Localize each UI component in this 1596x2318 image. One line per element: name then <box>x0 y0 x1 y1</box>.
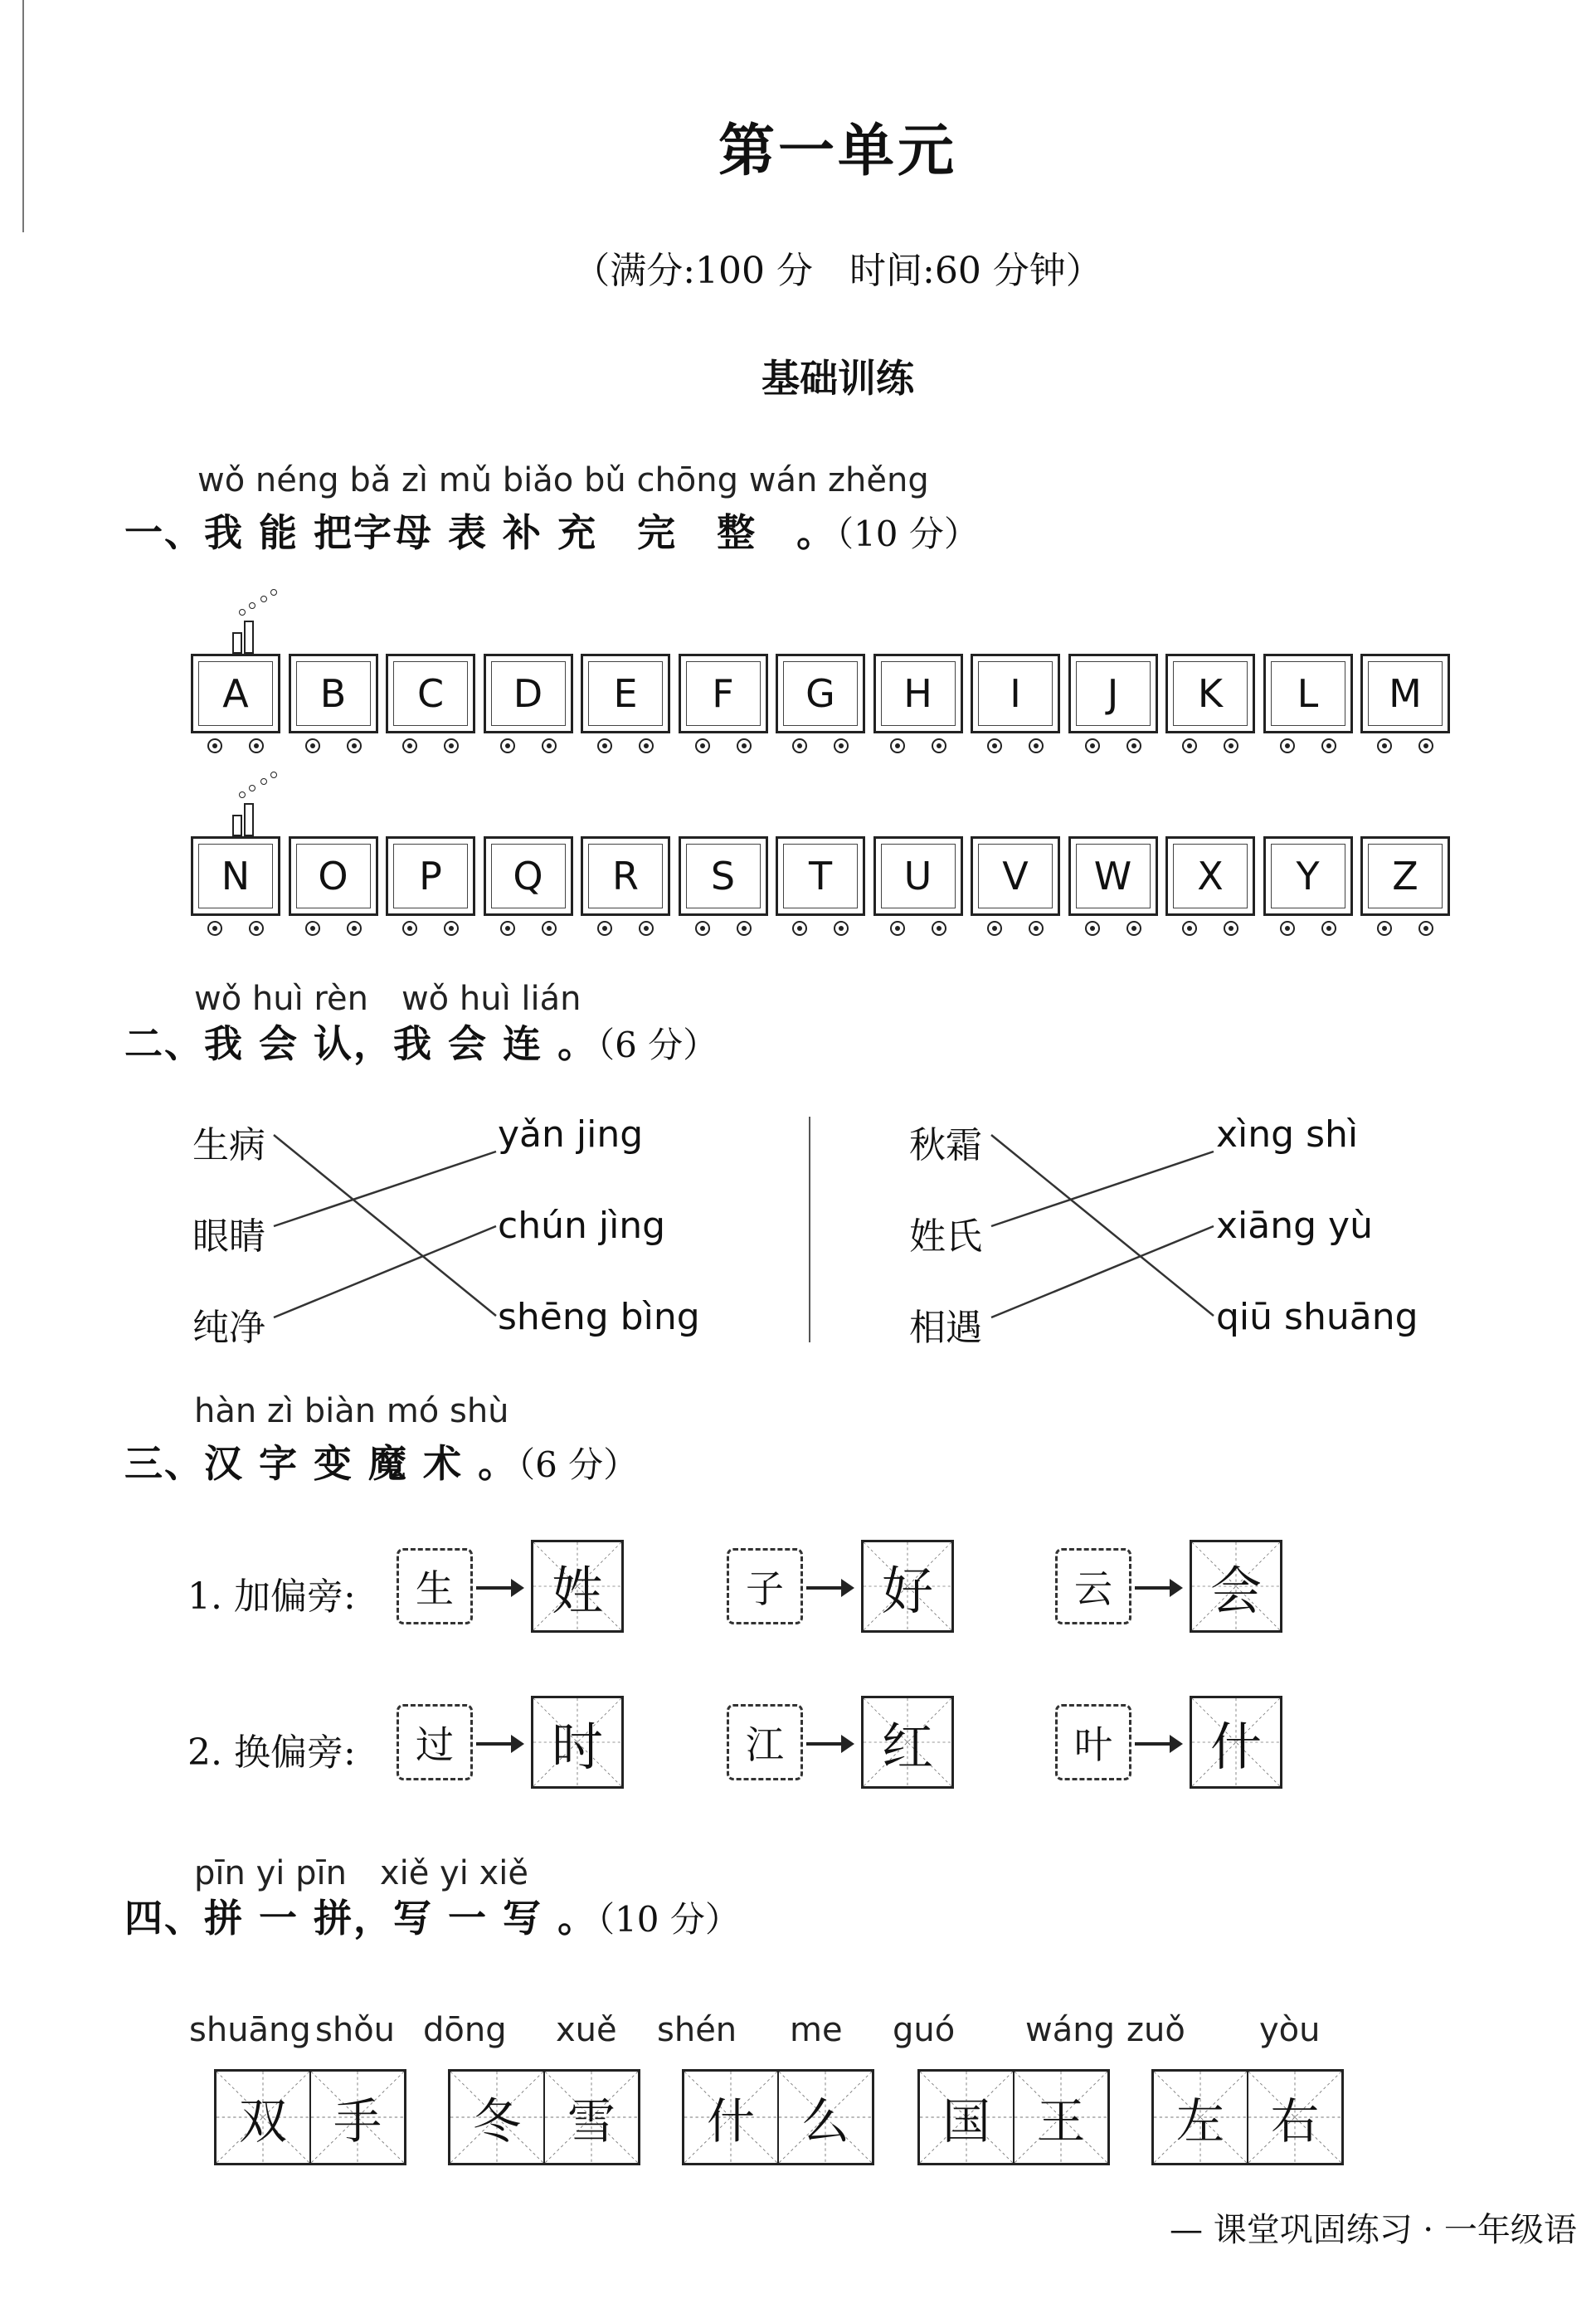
q4-pinyin: pīn yi pīn xiě yi xiě <box>194 1854 528 1892</box>
section-title: 基础训练 <box>762 356 914 401</box>
written-char: 冬 <box>472 2093 521 2150</box>
train-letter: B <box>296 661 371 726</box>
word-pinyin-2: yòu <box>1259 2011 1321 2049</box>
writing-cell[interactable] <box>217 2072 309 2163</box>
writing-cell[interactable] <box>309 2072 404 2163</box>
target-char: 好 <box>881 1560 933 1621</box>
writing-cell[interactable] <box>777 2072 872 2163</box>
q3-score: （6 分） <box>518 1444 639 1485</box>
arrow-right-icon <box>476 1586 521 1590</box>
q3-row1-label: 1. 加偏旁: <box>187 1575 356 1618</box>
source-char-box: 江 <box>727 1704 803 1780</box>
writing-cell[interactable] <box>543 2072 638 2163</box>
q3-pinyin: hàn zì biàn mó shù <box>194 1392 509 1430</box>
target-char: 红 <box>881 1716 933 1777</box>
target-char-grid[interactable] <box>861 1696 954 1789</box>
word-pinyin-2: shǒu <box>315 2011 396 2049</box>
train-letter: I <box>978 661 1053 726</box>
target-char: 姓 <box>551 1560 603 1621</box>
train-letter: N <box>198 844 273 908</box>
train-letter: E <box>588 661 663 726</box>
target-char-grid[interactable] <box>1190 1540 1282 1633</box>
writing-cell[interactable] <box>1013 2072 1107 2163</box>
left-pinyin-1: yǎn jing <box>498 1113 644 1156</box>
target-char-grid[interactable] <box>1190 1696 1282 1789</box>
target-char-grid[interactable] <box>861 1540 954 1633</box>
q3-row2-label: 2. 换偏旁: <box>187 1731 356 1774</box>
source-char-box: 云 <box>1055 1548 1131 1624</box>
q2-pinyin: wǒ huì rèn wǒ huì lián <box>194 980 581 1018</box>
writing-cell[interactable] <box>684 2072 777 2163</box>
right-pinyin-3: qiū shuāng <box>1216 1296 1418 1338</box>
right-pinyin-1: xìng shì <box>1216 1113 1359 1156</box>
train-letter: M <box>1368 661 1443 726</box>
written-char: 么 <box>800 2093 849 2150</box>
word-pinyin-2: wáng <box>1025 2011 1115 2049</box>
train-letter: U <box>881 844 956 908</box>
source-char-box: 过 <box>397 1704 473 1780</box>
arrow-right-icon <box>806 1586 851 1590</box>
train-letter: O <box>296 844 371 908</box>
written-char: 雪 <box>567 2093 616 2150</box>
writing-cell[interactable] <box>450 2072 543 2163</box>
written-char: 左 <box>1175 2093 1224 2150</box>
train-letter: Z <box>1368 844 1443 908</box>
left-pinyin-3: shēng bìng <box>498 1296 700 1338</box>
writing-grid-pair[interactable] <box>214 2069 406 2165</box>
target-char: 会 <box>1209 1560 1262 1621</box>
q1-score: （10 分） <box>836 514 979 554</box>
train-letter: T <box>783 844 858 908</box>
train-letter: L <box>1271 661 1345 726</box>
target-char: 时 <box>551 1716 603 1777</box>
page-footer: — 课堂巩固练习 · 一年级语 <box>1170 2211 1577 2249</box>
written-char: 国 <box>942 2093 990 2150</box>
train-letter: V <box>978 844 1053 908</box>
writing-grid-pair[interactable] <box>1151 2069 1344 2165</box>
source-char-box: 生 <box>397 1548 473 1624</box>
q3-heading <box>124 1434 638 1488</box>
train-letter: S <box>686 844 761 908</box>
writing-cell[interactable] <box>1247 2072 1341 2163</box>
source-char-box: 子 <box>727 1548 803 1624</box>
q1-pinyin: wǒ néng bǎ zì mǔ biǎo bǔ chōng wán zhěng <box>197 461 929 499</box>
target-char-grid[interactable] <box>531 1540 624 1633</box>
arrow-right-icon <box>476 1742 521 1746</box>
q4-title: 四、拼 一 拼，写 一 写 。 <box>124 1896 598 1941</box>
train-letter: Y <box>1271 844 1345 908</box>
writing-cell[interactable] <box>920 2072 1013 2163</box>
train-letter: K <box>1173 661 1248 726</box>
arrow-right-icon <box>806 1742 851 1746</box>
target-char: 什 <box>1209 1716 1262 1777</box>
train-letter: C <box>393 661 468 726</box>
word-pinyin-1: shuāng <box>189 2011 311 2049</box>
train-letter: P <box>393 844 468 908</box>
right-word-1: 秋霜 <box>909 1124 982 1166</box>
writing-cell[interactable] <box>1154 2072 1247 2163</box>
target-char-grid[interactable] <box>531 1696 624 1789</box>
train-letter: G <box>783 661 858 726</box>
train-letter: R <box>588 844 663 908</box>
train-letter: D <box>491 661 566 726</box>
page-subtitle: （满分:100 分 时间:60 分钟） <box>573 250 1102 292</box>
arrow-right-icon <box>1135 1742 1180 1746</box>
train-letter: J <box>1076 661 1151 726</box>
q2-score: （6 分） <box>597 1025 718 1065</box>
train-letter: H <box>881 661 956 726</box>
written-char: 右 <box>1270 2093 1319 2150</box>
train-letter: X <box>1173 844 1248 908</box>
q3-title: 三、汉 字 变 魔 术 。 <box>124 1441 518 1486</box>
writing-grid-pair[interactable] <box>917 2069 1110 2165</box>
left-word-2: 眼睛 <box>192 1215 265 1258</box>
left-pinyin-2: chún jìng <box>498 1205 666 1247</box>
right-pinyin-2: xiāng yù <box>1216 1205 1373 1247</box>
q4-score: （10 分） <box>597 1899 740 1940</box>
writing-grid-pair[interactable] <box>682 2069 874 2165</box>
q2-title: 二、我 会 认，我 会 连 。 <box>124 1021 598 1066</box>
writing-grid-pair[interactable] <box>448 2069 640 2165</box>
page-title: 第一单元 <box>718 118 957 184</box>
written-char: 手 <box>333 2093 382 2150</box>
word-pinyin-1: dōng <box>423 2011 507 2049</box>
word-pinyin-2: me <box>790 2011 843 2049</box>
word-pinyin-2: xuě <box>556 2011 617 2049</box>
left-word-1: 生病 <box>192 1124 265 1166</box>
written-char: 王 <box>1036 2093 1085 2150</box>
q4-heading <box>124 1888 740 1943</box>
right-word-3: 相遇 <box>909 1307 982 1349</box>
right-word-2: 姓氏 <box>909 1215 982 1258</box>
q1-title: 一、我 能 把字母 表 补 充 完 整 。 <box>124 510 837 555</box>
written-char: 双 <box>238 2093 287 2150</box>
source-char-box: 叶 <box>1055 1704 1131 1780</box>
word-pinyin-1: guó <box>893 2011 956 2049</box>
arrow-right-icon <box>1135 1586 1180 1590</box>
train-letter: F <box>686 661 761 726</box>
train-letter: A <box>198 661 273 726</box>
word-pinyin-1: shén <box>657 2011 737 2049</box>
train-letter: Q <box>491 844 566 908</box>
train-letter: W <box>1076 844 1151 908</box>
left-word-3: 纯净 <box>192 1307 265 1349</box>
written-char: 什 <box>706 2093 755 2150</box>
word-pinyin-1: zuǒ <box>1126 2011 1185 2049</box>
